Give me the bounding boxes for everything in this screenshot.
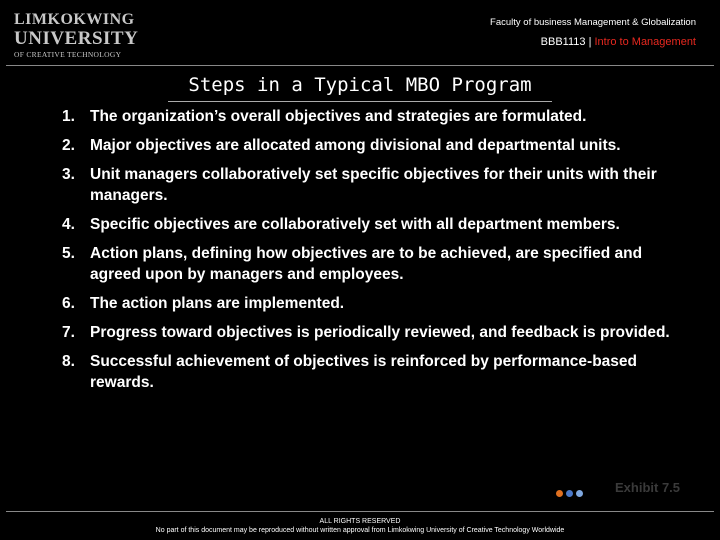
- step-number: 5.: [62, 245, 75, 262]
- list-item: [62, 214, 672, 235]
- header-info: [490, 17, 696, 48]
- footer-rights: ALL RIGHTS RESERVED: [319, 518, 401, 525]
- dot-icon: [556, 490, 563, 497]
- title-underline: [168, 101, 552, 102]
- step-number: 4.: [62, 216, 75, 233]
- exhibit-label: Exhibit 7.5: [615, 480, 681, 495]
- header-divider: [6, 65, 714, 66]
- step-number: 2.: [62, 137, 75, 154]
- course-name: Intro to Management: [594, 36, 696, 48]
- step-number: 6.: [62, 295, 75, 312]
- step-text: Major objectives are allocated among divisional and departmental units.: [90, 137, 621, 154]
- step-text: Progress toward objectives is periodically reviewed, and feedback is provided.: [90, 324, 670, 341]
- logo-line-3: OF CREATIVE TECHNOLOGY: [14, 50, 122, 59]
- decorative-dots: [556, 490, 583, 497]
- list-item: [62, 135, 672, 156]
- step-number: 3.: [62, 166, 75, 183]
- logo-line-1: LIMKOKWING: [14, 11, 135, 28]
- step-number: 1.: [62, 108, 75, 125]
- step-text: Specific objectives are collaboratively set with all department members.: [90, 216, 620, 233]
- faculty-name: Faculty of business Management & Globalization: [490, 17, 696, 28]
- slide-title: Steps in a Typical MBO Program: [188, 74, 532, 96]
- logo-line-2: UNIVERSITY: [14, 28, 139, 49]
- list-item: [62, 322, 672, 343]
- course-code: BBB1113: [540, 36, 586, 48]
- step-text: Action plans, defining how objectives are to be achieved, are specified and agreed upon by managers and employees.: [90, 245, 643, 283]
- list-item: [62, 106, 672, 127]
- footer-notice: No part of this document may be reproduced without written approval from Limkokwing University of Creative Technology Worldwide: [155, 527, 565, 534]
- list-item: [62, 164, 672, 206]
- step-number: 8.: [62, 353, 75, 370]
- list-item: [62, 293, 672, 314]
- list-item: [62, 243, 672, 285]
- step-text: Unit managers collaboratively set specific objectives for their units with their managers.: [90, 166, 657, 204]
- university-logo: [14, 11, 139, 59]
- list-item: [62, 351, 672, 393]
- course-separator: |: [588, 36, 592, 48]
- step-number: 7.: [62, 324, 75, 341]
- dot-icon: [576, 490, 583, 497]
- footer: [0, 517, 720, 535]
- course-line: [490, 36, 696, 48]
- footer-divider: [6, 511, 714, 512]
- step-text: Successful achievement of objectives is reinforced by performance-based rewards.: [90, 353, 638, 391]
- steps-list: [62, 106, 672, 401]
- step-text: The action plans are implemented.: [90, 295, 345, 312]
- step-text: The organization’s overall objectives and strategies are formulated.: [90, 108, 587, 125]
- dot-icon: [566, 490, 573, 497]
